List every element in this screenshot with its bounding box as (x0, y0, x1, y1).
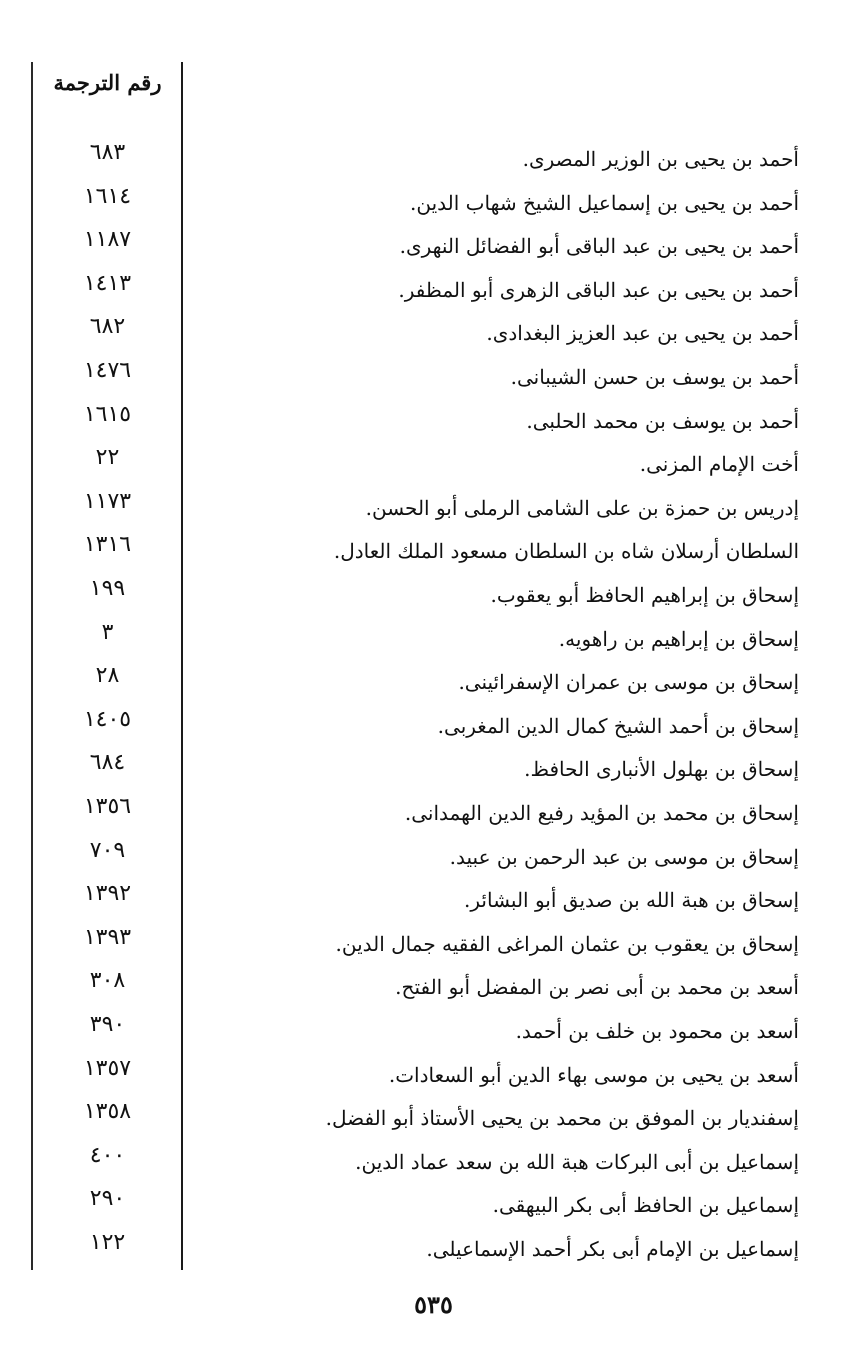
index-entry-row (0, 356, 867, 400)
index-entry-row (0, 1184, 867, 1228)
person-name: أحمد بن يحيى بن عبد الباقى الزهرى أبو المظفر. (398, 277, 799, 302)
index-entry-row (0, 923, 867, 967)
person-name: إسحاق بن يعقوب بن عثمان المراغى الفقيه جمال الدين. (335, 931, 799, 956)
page-number: ٥٣٥ (414, 1290, 453, 1319)
translation-number: ١٩٩ (89, 576, 126, 601)
person-name: أحمد بن يوسف بن حسن الشيبانى. (510, 365, 799, 389)
translation-number: ١٦١٤ (83, 183, 132, 209)
person-name: إسحاق بن موسى بن عمران الإسفرائينى. (458, 670, 799, 695)
translation-number: ٦٨٢ (89, 314, 126, 340)
index-entry-row (0, 574, 867, 618)
translation-number: ١٤٠٥ (83, 706, 132, 732)
translation-number: ١١٧٣ (83, 488, 132, 514)
index-entry-row (0, 836, 867, 880)
index-entry-row (0, 1228, 867, 1272)
index-entry-row (0, 1054, 867, 1098)
translation-number: ١٣٩٢ (83, 881, 132, 907)
index-entry-row (0, 138, 867, 182)
index-entry-row (0, 1097, 867, 1141)
translation-number: ١٣١٦ (83, 532, 132, 558)
index-entry-row (0, 661, 867, 705)
index-entry-row (0, 1141, 867, 1185)
person-name: إسماعيل بن أبى البركات هبة الله بن سعد عماد الدين. (355, 1149, 799, 1174)
index-entry-row (0, 618, 867, 662)
translation-number: ٧٠٩ (89, 837, 126, 863)
translation-number: ٦٨٤ (89, 750, 126, 776)
index-entry-row (0, 443, 867, 487)
person-name: أحمد بن يوسف بن محمد الحلبى. (526, 408, 799, 433)
person-name: إسحاق بن إبراهيم بن راهويه. (558, 626, 799, 651)
index-entry-row (0, 312, 867, 356)
translation-number: ٢٩٠ (89, 1186, 126, 1212)
person-name: أحمد بن يحيى بن إسماعيل الشيخ شهاب الدين. (410, 190, 799, 215)
person-name: إسحاق بن هبة الله بن صديق أبو البشائر. (464, 888, 799, 913)
translation-number: ١٤٧٦ (83, 358, 132, 383)
index-entry-row (0, 966, 867, 1010)
index-entry-row (0, 400, 867, 444)
translation-number: ١٣٥٦ (83, 794, 132, 819)
index-entry-row (0, 182, 867, 226)
person-name: أسعد بن محمود بن خلف بن أحمد. (515, 1019, 799, 1043)
translation-number: ٣ (101, 619, 114, 645)
person-name: أحمد بن يحيى بن عبد العزيز البغدادى. (486, 321, 799, 346)
translation-number: ١٢٢ (89, 1230, 126, 1255)
person-name: أحمد بن يحيى بن الوزير المصرى. (522, 147, 799, 171)
person-name: إسماعيل بن الإمام أبى بكر أحمد الإسماعيلى. (426, 1237, 799, 1261)
person-name: إدريس بن حمزة بن على الشامى الرملى أبو الحسن. (365, 495, 799, 520)
column-header-translation-number: رقم الترجمة (53, 70, 162, 95)
person-name: إسفنديار بن الموفق بن محمد بن يحيى الأستاذ أبو الفضل. (325, 1106, 799, 1131)
translation-number: ٢٨ (95, 663, 120, 689)
person-name: إسحاق بن محمد بن المؤيد رفيع الدين الهمدانى. (404, 801, 799, 825)
translation-number: ٣٠٨ (89, 968, 126, 994)
person-name: أخت الإمام المزنى. (639, 452, 799, 477)
index-entry-row (0, 792, 867, 836)
index-entry-row (0, 1010, 867, 1054)
translation-number: ٦٨٣ (89, 140, 126, 165)
translation-number: ١٦١٥ (83, 401, 132, 427)
index-entry-row (0, 225, 867, 269)
person-name: إسحاق بن موسى بن عبد الرحمن بن عبيد. (449, 844, 799, 869)
person-name: أسعد بن يحيى بن موسى بهاء الدين أبو السعادات. (388, 1062, 799, 1087)
index-entry-row (0, 530, 867, 574)
person-name: إسحاق بن إبراهيم الحافظ أبو يعقوب. (490, 583, 799, 607)
index-entry-row (0, 269, 867, 313)
index-entry-row (0, 879, 867, 923)
person-name: إسماعيل بن الحافظ أبى بكر البيهقى. (492, 1193, 799, 1218)
index-entry-row (0, 748, 867, 792)
translation-number: ١٣٩٣ (83, 924, 132, 950)
person-name: أسعد بن محمد بن أبى نصر بن المفضل أبو الفتح. (395, 975, 799, 1000)
translation-number: ٤٠٠ (89, 1142, 126, 1168)
person-name: إسحاق بن أحمد الشيخ كمال الدين المغربى. (437, 713, 799, 738)
translation-number: ٢٢ (95, 445, 120, 471)
person-name: أحمد بن يحيى بن عبد الباقى أبو الفضائل النهرى. (399, 234, 799, 259)
index-entry-row (0, 705, 867, 749)
translation-number: ١٣٥٧ (83, 1055, 132, 1081)
translation-number: ١٣٥٨ (83, 1099, 132, 1125)
person-name: السلطان أرسلان شاه بن السلطان مسعود الملك العادل. (333, 539, 799, 564)
person-name: إسحاق بن بهلول الأنبارى الحافظ. (524, 757, 799, 782)
index-entry-row (0, 487, 867, 531)
translation-number: ١١٨٧ (83, 227, 132, 253)
translation-number: ٣٩٠ (89, 1012, 126, 1037)
translation-number: ١٤١٣ (83, 270, 132, 296)
